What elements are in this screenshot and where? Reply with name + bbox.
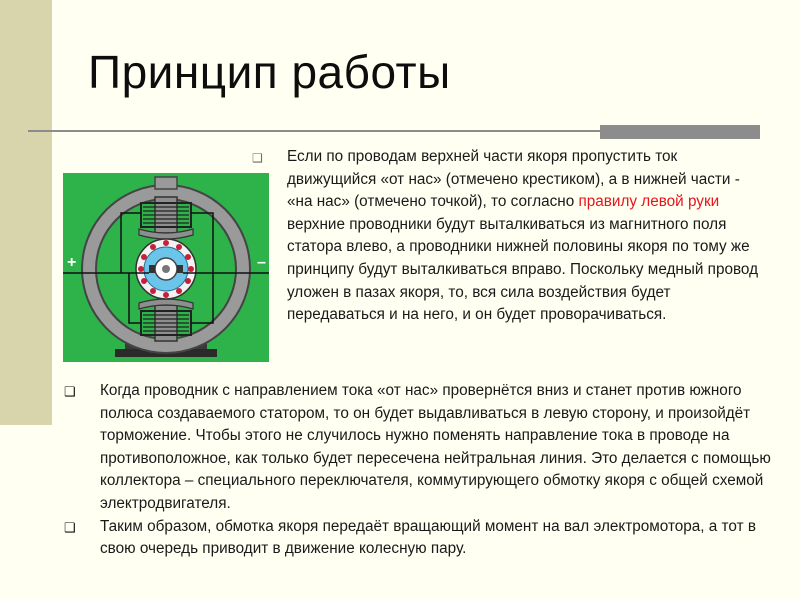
list-item-text: Когда проводник с направлением тока «от нас» провернётся вниз и станет против южного полюса создаваемого статором, то он будет выдавливаться в левую сторону, и произойдёт торможение. Чтобы этого не случилось нужно поменять направление тока в проводе на противоположное, как только будет пересечена нейтральная линия. Это делается с помощью коллектора – специального переключателя, коммутирующего обмотку якоря с общей схемой электродвигателя.: [100, 382, 771, 512]
intro-paragraph: [287, 146, 767, 327]
slide-title: Принцип работы: [88, 46, 451, 98]
list-item-text: Таким образом, обмотка якоря передаёт вращающий момент на вал электромотора, а тот в свою очередь приводит в движение колесную пару.: [100, 517, 756, 558]
intro-text-part1: Если по проводам верхней части якоря пропустить ток движущийся «от нас» (отмечено крестиком), а в нижней части - «на нас» (отмечено точкой), то согласно: [287, 148, 740, 211]
list-item: [64, 380, 780, 516]
checkbox-bullet-icon: ❑: [64, 384, 76, 399]
motor-diagram: [63, 173, 269, 362]
hollow-square-bullet-icon: ❑: [252, 151, 263, 165]
plus-terminal-label: +: [67, 254, 77, 271]
side-accent-bar: [0, 0, 52, 425]
bullet-list: [64, 380, 780, 561]
top-cap: [155, 177, 177, 189]
divider-accent-block: [600, 125, 760, 139]
checkbox-bullet-icon: ❑: [64, 519, 76, 535]
intro-text-part2: верхние проводники будут выталкиваться из магнитного поля статора влево, а проводники нижней половины якоря по тому же принципу будут выталкиваться вправо. Поскольку медный провод уложен в пазах якоря, то, вся сила воздействия будет передаваться и на него, и он будет проворачиваться.: [287, 215, 759, 324]
brush-right: [177, 265, 183, 273]
shaft: [162, 265, 170, 273]
motor-diagram-svg: [63, 173, 269, 362]
brush-left: [149, 265, 155, 273]
list-item: [64, 516, 780, 561]
left-hand-rule-link: правилу левой руки: [578, 193, 720, 211]
minus-terminal-label: –: [257, 254, 266, 271]
